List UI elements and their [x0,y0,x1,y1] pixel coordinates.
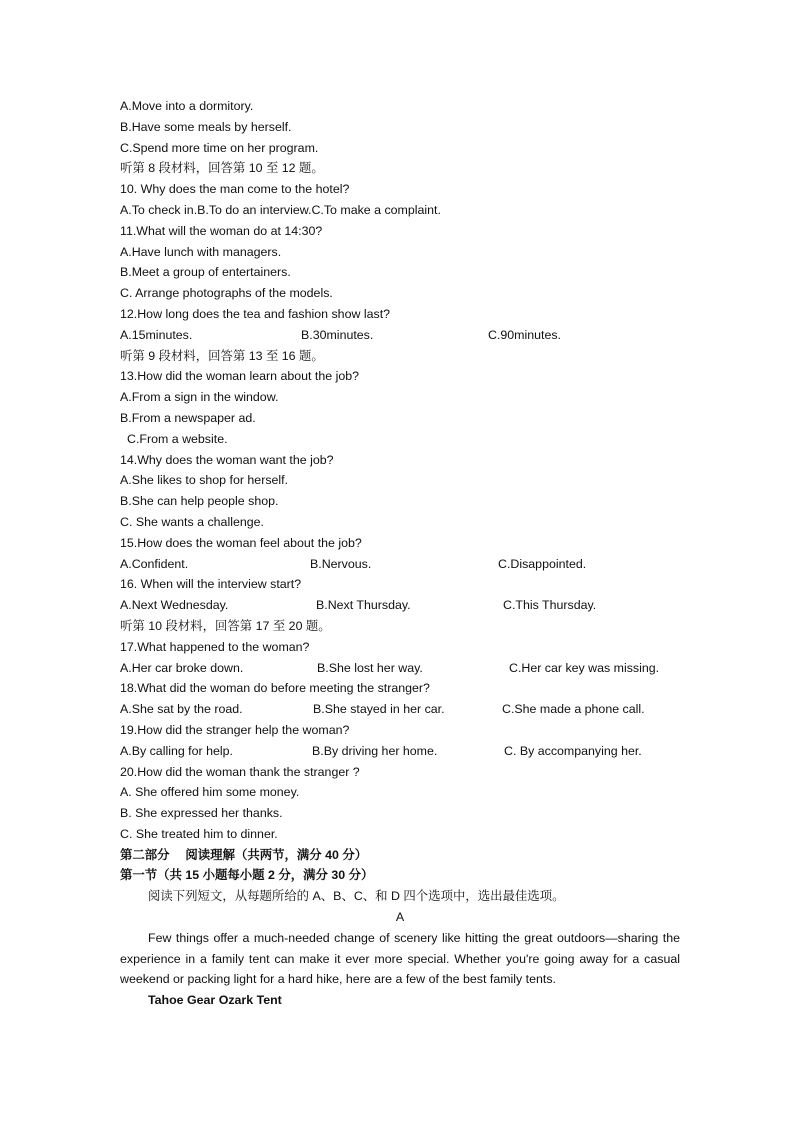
section-instruction: 听第 8 段材料，回答第 10 至 12 题。 [120,161,324,176]
option-b: B.By driving her home. [312,743,438,758]
option: B.She can help people shop. [120,494,279,509]
question-16: 16. When will the interview start? [120,577,302,592]
passage-subheading: Tahoe Gear Ozark Tent [148,993,282,1008]
option: B. She expressed her thanks. [120,806,283,821]
question-20: 20.How did the woman thank the stranger ? [120,764,360,779]
option-c: C.She made a phone call. [502,702,645,717]
question-15: 15.How does the woman feel about the job? [120,535,362,550]
instruction: 阅读下列短文，从每题所给的 A、B、C、和 D 四个选项中，选出最佳选项。 [148,889,565,904]
option-b: B.30minutes. [301,327,374,342]
document-page [120,96,680,1011]
option-c: C.90minutes. [488,327,562,342]
question-13: 13.How did the woman learn about the job? [120,369,360,384]
option: A.She likes to shop for herself. [120,473,289,488]
option: B.Meet a group of entertainers. [120,265,291,280]
question-17-options [120,658,680,679]
question-10: 10. Why does the man come to the hotel? [120,182,350,197]
option-c: C.This Thursday. [503,598,597,613]
option-b: B.Next Thursday. [316,598,411,613]
question-16-options [120,595,680,616]
option-c: C.Disappointed. [498,556,587,571]
question-11: 11.What will the woman do at 14:30? [120,223,323,238]
option-c: C.Her car key was missing. [509,660,660,675]
option-a: A.15minutes. [120,327,193,342]
option-b: B.Nervous. [310,556,372,571]
question-10-options: A.To check in.B.To do an interview.C.To make a complaint. [120,202,441,217]
section-instruction: 听第 10 段材料，回答第 17 至 20 题。 [120,618,331,633]
section-instruction: 听第 9 段材料，回答第 13 至 16 题。 [120,348,324,363]
question-19: 19.How did the stranger help the woman? [120,722,350,737]
option: A.From a sign in the window. [120,390,279,405]
passage-label: A [395,910,405,925]
question-19-options [120,741,680,762]
option: C. She wants a challenge. [120,514,264,529]
text-line: C.Spend more time on her program. [120,140,319,155]
option: A. She offered him some money. [120,785,300,800]
option-a: A.By calling for help. [120,743,233,758]
question-17: 17.What happened to the woman? [120,639,310,654]
option-b: B.She lost her way. [317,660,423,675]
text-line: A.Move into a dormitory. [120,99,254,113]
option: A.Have lunch with managers. [120,244,282,259]
option-a: A.Confident. [120,556,189,571]
question-15-options [120,554,680,575]
option: B.From a newspaper ad. [120,410,256,425]
option-a: A.Her car broke down. [120,660,244,675]
question-18: 18.What did the woman do before meeting the stranger? [120,681,430,696]
question-18-options [120,699,680,720]
option-b: B.She stayed in her car. [313,702,445,717]
text-line: B.Have some meals by herself. [120,119,292,134]
section-heading: 第一节（共 15 小题每小题 2 分，满分 30 分） [120,868,374,883]
option: C. Arrange photographs of the models. [120,286,333,301]
question-14: 14.Why does the woman want the job? [120,452,334,467]
option-a: A.Next Wednesday. [120,598,229,613]
option-c: C. By accompanying her. [504,743,642,758]
part-heading: 第二部分 阅读理解（共两节，满分 40 分） [120,847,368,862]
question-12: 12.How long does the tea and fashion show last? [120,306,391,321]
option: C.From a website. [127,431,228,446]
option: C. She treated him to dinner. [120,826,278,841]
question-12-options [120,325,680,346]
option-a: A.She sat by the road. [120,702,243,717]
passage-paragraph: Few things offer a much-needed change of scenery like hitting the great outdoors—sharing the experience in a family tent can make it ever more special. Whether you're going away for a casual weekend or packing light for a hard hike, here are a few of the best family tents. [120,930,680,987]
